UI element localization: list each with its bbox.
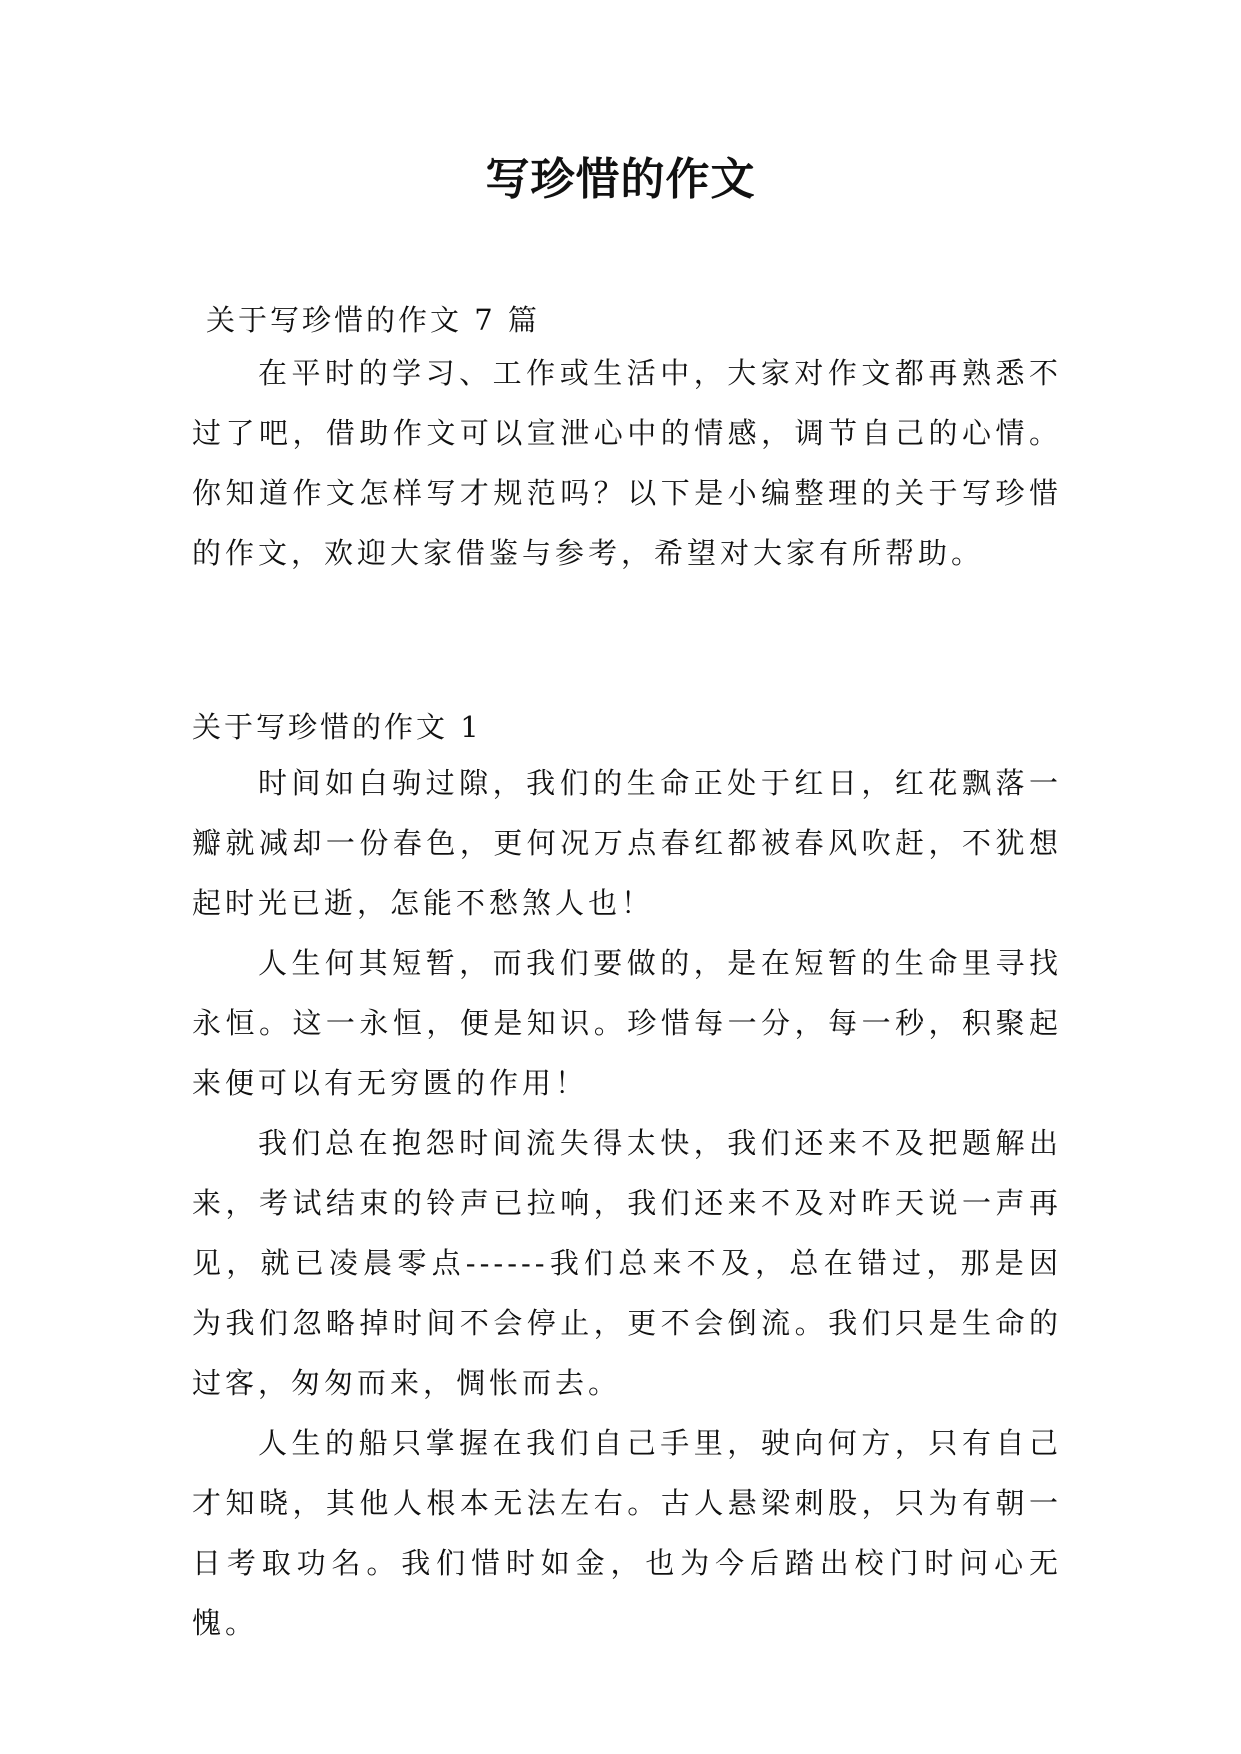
body-paragraph: 我们总在抱怨时间流失得太快，我们还来不及把题解出来，考试结束的铃声已拉响，我们还来不及对昨天说一声再见，就已凌晨零点------我们总来不及，总在错过，那是因为我们忽略掉时间不会停止，更不会倒流。我们只是生命的过客，匆匆而来，惆怅而去。 [192,1126,1062,1400]
intro-paragraph: 在平时的学习、工作或生活中，大家对作文都再熟悉不过了吧，借助作文可以宣泄心中的情感，调节自己的心情。你知道作文怎样写才规范吗？以下是小编整理的关于写珍惜的作文，欢迎大家借鉴与参考，希望对大家有所帮助。 [192,356,1062,570]
document-subtitle: 关于写珍惜的作文 7 篇 [206,303,540,337]
body-paragraph: 人生的船只掌握在我们自己手里，驶向何方，只有自己才知晓，其他人根本无法左右。古人悬梁刺股，只为有朝一日考取功名。我们惜时如金，也为今后踏出校门时问心无愧。 [192,1426,1062,1640]
body-paragraph: 时间如白驹过隙，我们的生命正处于红日，红花飘落一瓣就减却一份春色，更何况万点春红都被春风吹赶，不犹想起时光已逝，怎能不愁煞人也！ [192,766,1062,920]
section-body [192,753,1062,1653]
document-title: 写珍惜的作文 [485,154,756,205]
intro-block [192,343,1062,583]
body-paragraph: 人生何其短暂，而我们要做的，是在短暂的生命里寻找永恒。这一永恒，便是知识。珍惜每一分，每一秒，积聚起来便可以有无穷匮的作用！ [192,946,1062,1100]
section-heading: 关于写珍惜的作文 1 [192,710,482,744]
